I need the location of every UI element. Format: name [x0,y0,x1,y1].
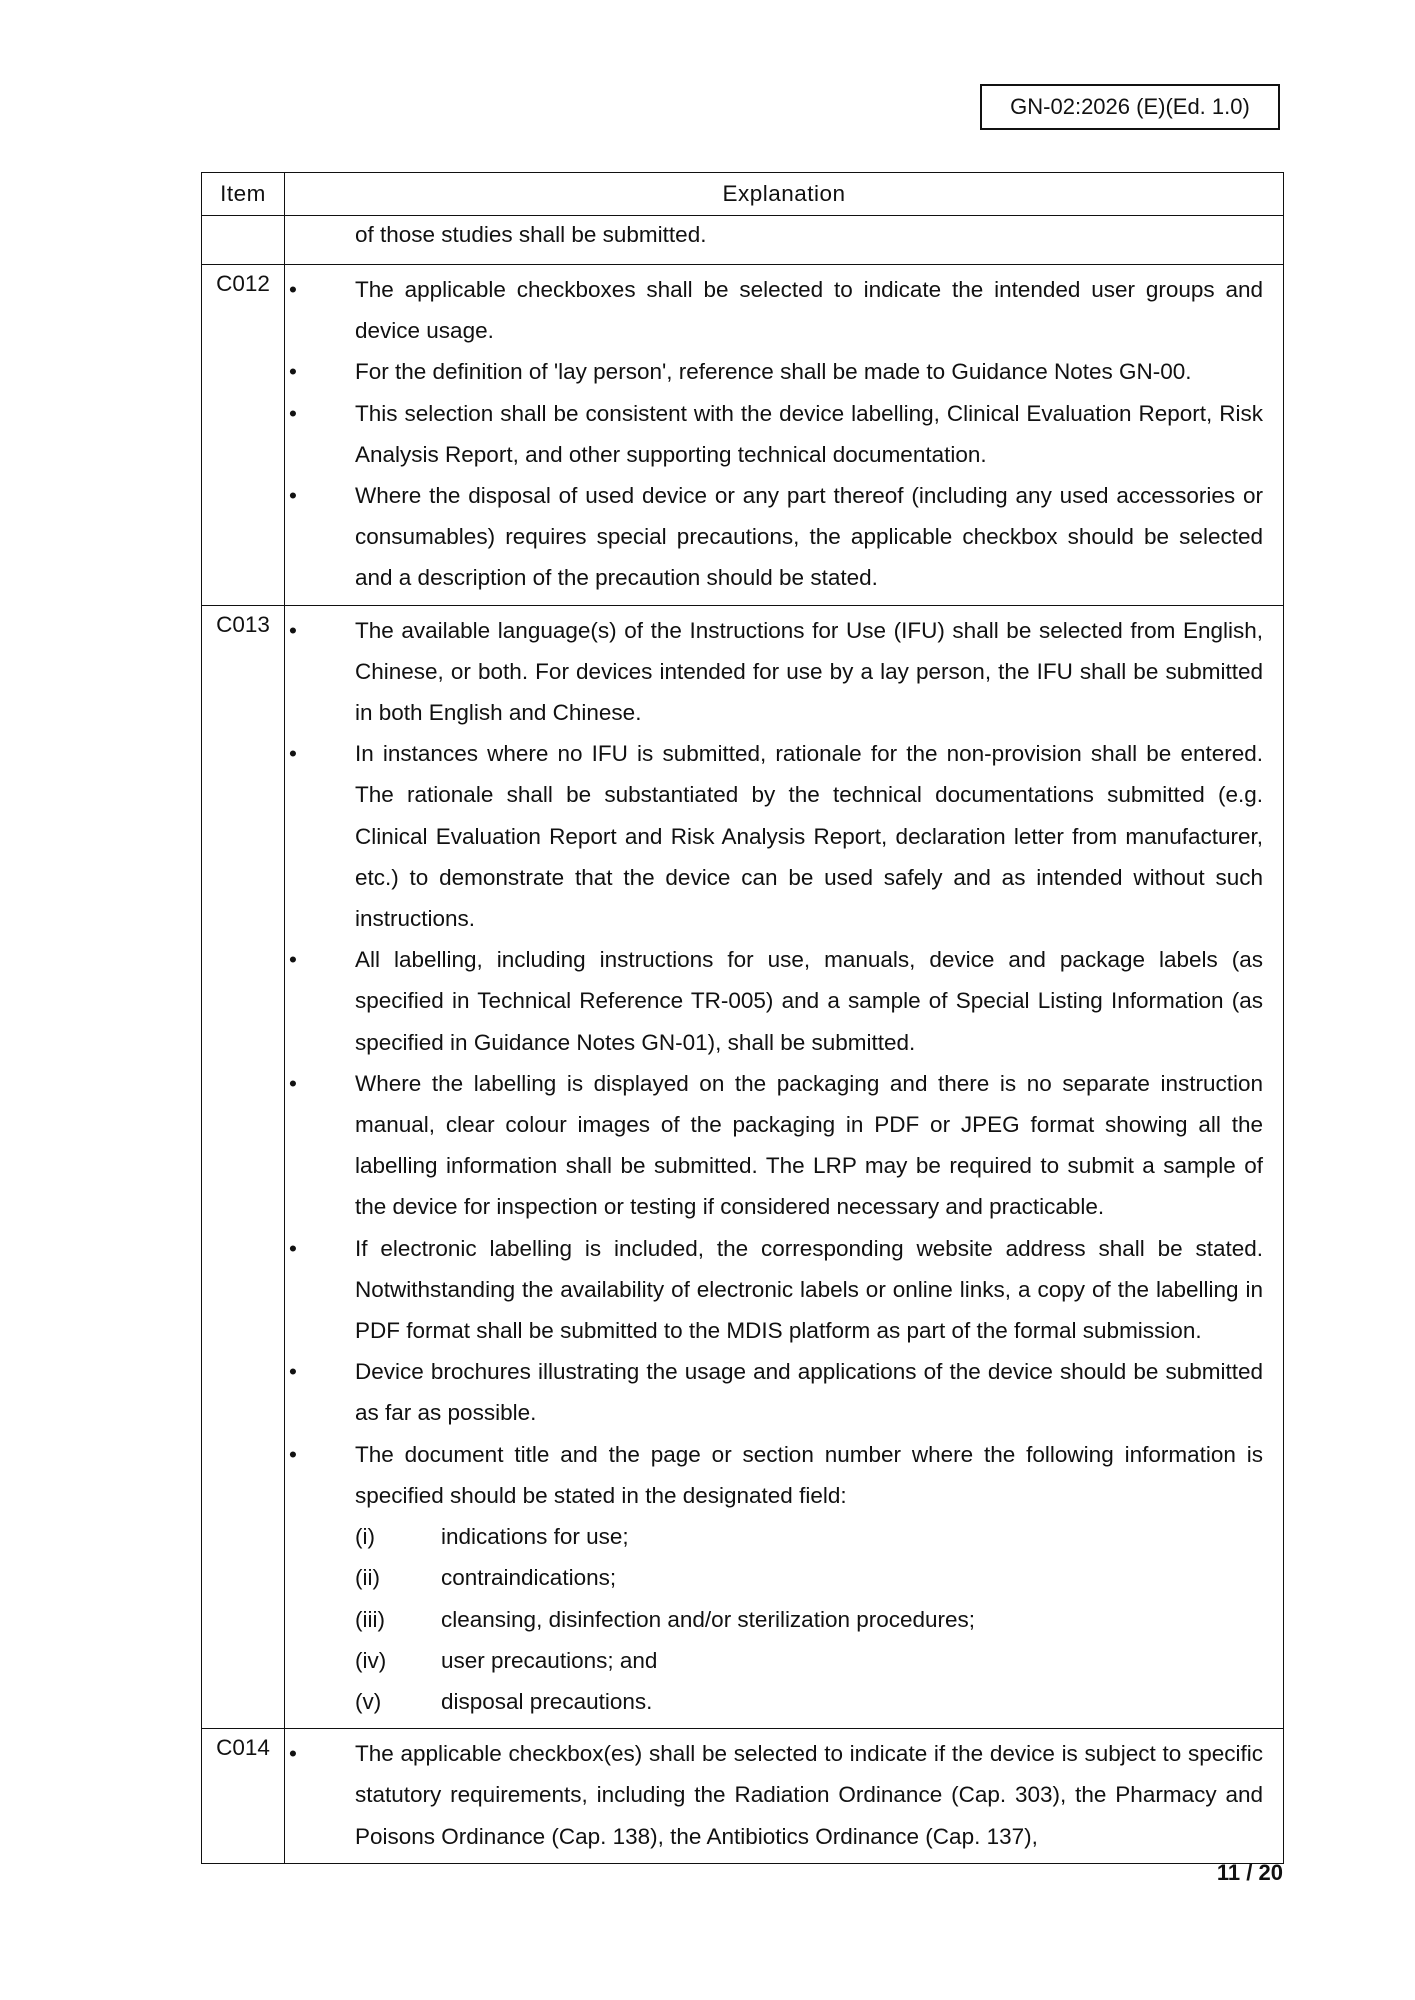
bullet-item: • The available language(s) of the Instructions for Use (IFU) shall be selected from English, Chinese, or both. For devices intended for use by a lay person, the IFU shall be submitted in both English and Chinese. [285,610,1263,734]
column-header-explanation: Explanation [285,173,1284,216]
document-reference: GN-02:2026 (E)(Ed. 1.0) [980,84,1280,130]
bullet-item: • This selection shall be consistent with the device labelling, Clinical Evaluation Report, Risk Analysis Report, and other supporting technical documentation. [285,393,1263,475]
page-separator: / [1240,1860,1259,1885]
bullet-item: • The applicable checkboxes shall be selected to indicate the intended user groups and device usage. [285,269,1263,351]
sub-item-number: (ii) [355,1565,380,1591]
sub-item-text: disposal precautions. [441,1688,653,1714]
explanation-cell [285,1729,1284,1864]
bullet-list [285,265,1283,605]
explanation-cell [285,216,1284,265]
bullet-item: • If electronic labelling is included, the corresponding website address shall be stated. Notwithstanding the availability of electronic labels or online links, a copy of the labelling in PDF format shall be submitted to the MDIS platform as part of the formal submission. [285,1228,1263,1352]
item-code: C012 [202,265,285,606]
sub-item-number: (v) [355,1688,382,1714]
continuation-text: of those studies shall be submitted. [355,222,707,247]
bullet-item: • Where the labelling is displayed on the packaging and there is no separate instruction manual, clear colour images of the packaging in PDF or JPEG format showing all the labelling information shall be submitted. The LRP may be required to submit a sample of the device for inspection or testing if considered necessary and practicable. [285,1063,1263,1228]
bullet-text: The document title and the page or section number where the following information is specified should be stated in the designated field: [355,1441,1263,1508]
sub-item [355,1681,1263,1722]
table-row [202,265,1284,606]
bullet-item: • Device brochures illustrating the usage and applications of the device should be submitted as far as possible. [285,1351,1263,1433]
bullet-item-with-sublist [285,1434,1263,1722]
sub-item-number: (iv) [355,1647,387,1673]
sub-item [355,1640,1263,1681]
bullet-item: • For the definition of 'lay person', reference shall be made to Guidance Notes GN-00. [285,351,1263,392]
sub-item-text: indications for use; [441,1524,629,1550]
explanation-cell [285,605,1284,1728]
column-header-item: Item [202,173,285,216]
item-cell [202,216,285,265]
table-row-continuation [202,216,1284,265]
sub-item [355,1516,1263,1557]
item-code: C013 [202,605,285,1728]
sub-list [355,1516,1263,1722]
bullet-item: • In instances where no IFU is submitted, rationale for the non-provision shall be entered. The rationale shall be substantiated by the technical documentations submitted (e.g. Clinical Evaluation Report and Risk Analysis Report, declaration letter from manufacturer, etc.) to demonstrate that the device can be used safely and as intended without such instructions. [285,733,1263,939]
sub-item-number: (iii) [355,1606,385,1632]
bullet-item: • All labelling, including instructions for use, manuals, device and package labels (as specified in Technical Reference TR-005) and a sample of Special Listing Information (as specified in Guidance Notes GN-01), shall be submitted. [285,939,1263,1063]
table-header-row [202,173,1284,216]
table-row [202,1729,1284,1864]
sub-item-text: user precautions; and [441,1647,658,1673]
sub-item-text: contraindications; [441,1565,617,1591]
sub-item-text: cleansing, disinfection and/or sterilization procedures; [441,1606,976,1632]
bullet-list [285,606,1283,1728]
sub-item [355,1557,1263,1598]
bullet-list [285,1729,1283,1863]
item-code: C014 [202,1729,285,1864]
bullet-item: • Where the disposal of used device or any part thereof (including any used accessories or consumables) requires special precautions, the applicable checkbox should be selected and a description of the precaution should be stated. [285,475,1263,599]
table-row [202,605,1284,1728]
total-pages: 20 [1258,1860,1283,1885]
explanation-cell [285,265,1284,606]
explanation-table [201,172,1284,1864]
sub-item [355,1599,1263,1640]
current-page: 11 [1216,1860,1241,1885]
page-number [1217,1860,1283,1886]
bullet-item: • The applicable checkbox(es) shall be selected to indicate if the device is subject to specific statutory requirements, including the Radiation Ordinance (Cap. 303), the Pharmacy and Poisons Ordinance (Cap. 138), the Antibiotics Ordinance (Cap. 137), [285,1733,1263,1857]
sub-item-number: (i) [355,1524,375,1550]
